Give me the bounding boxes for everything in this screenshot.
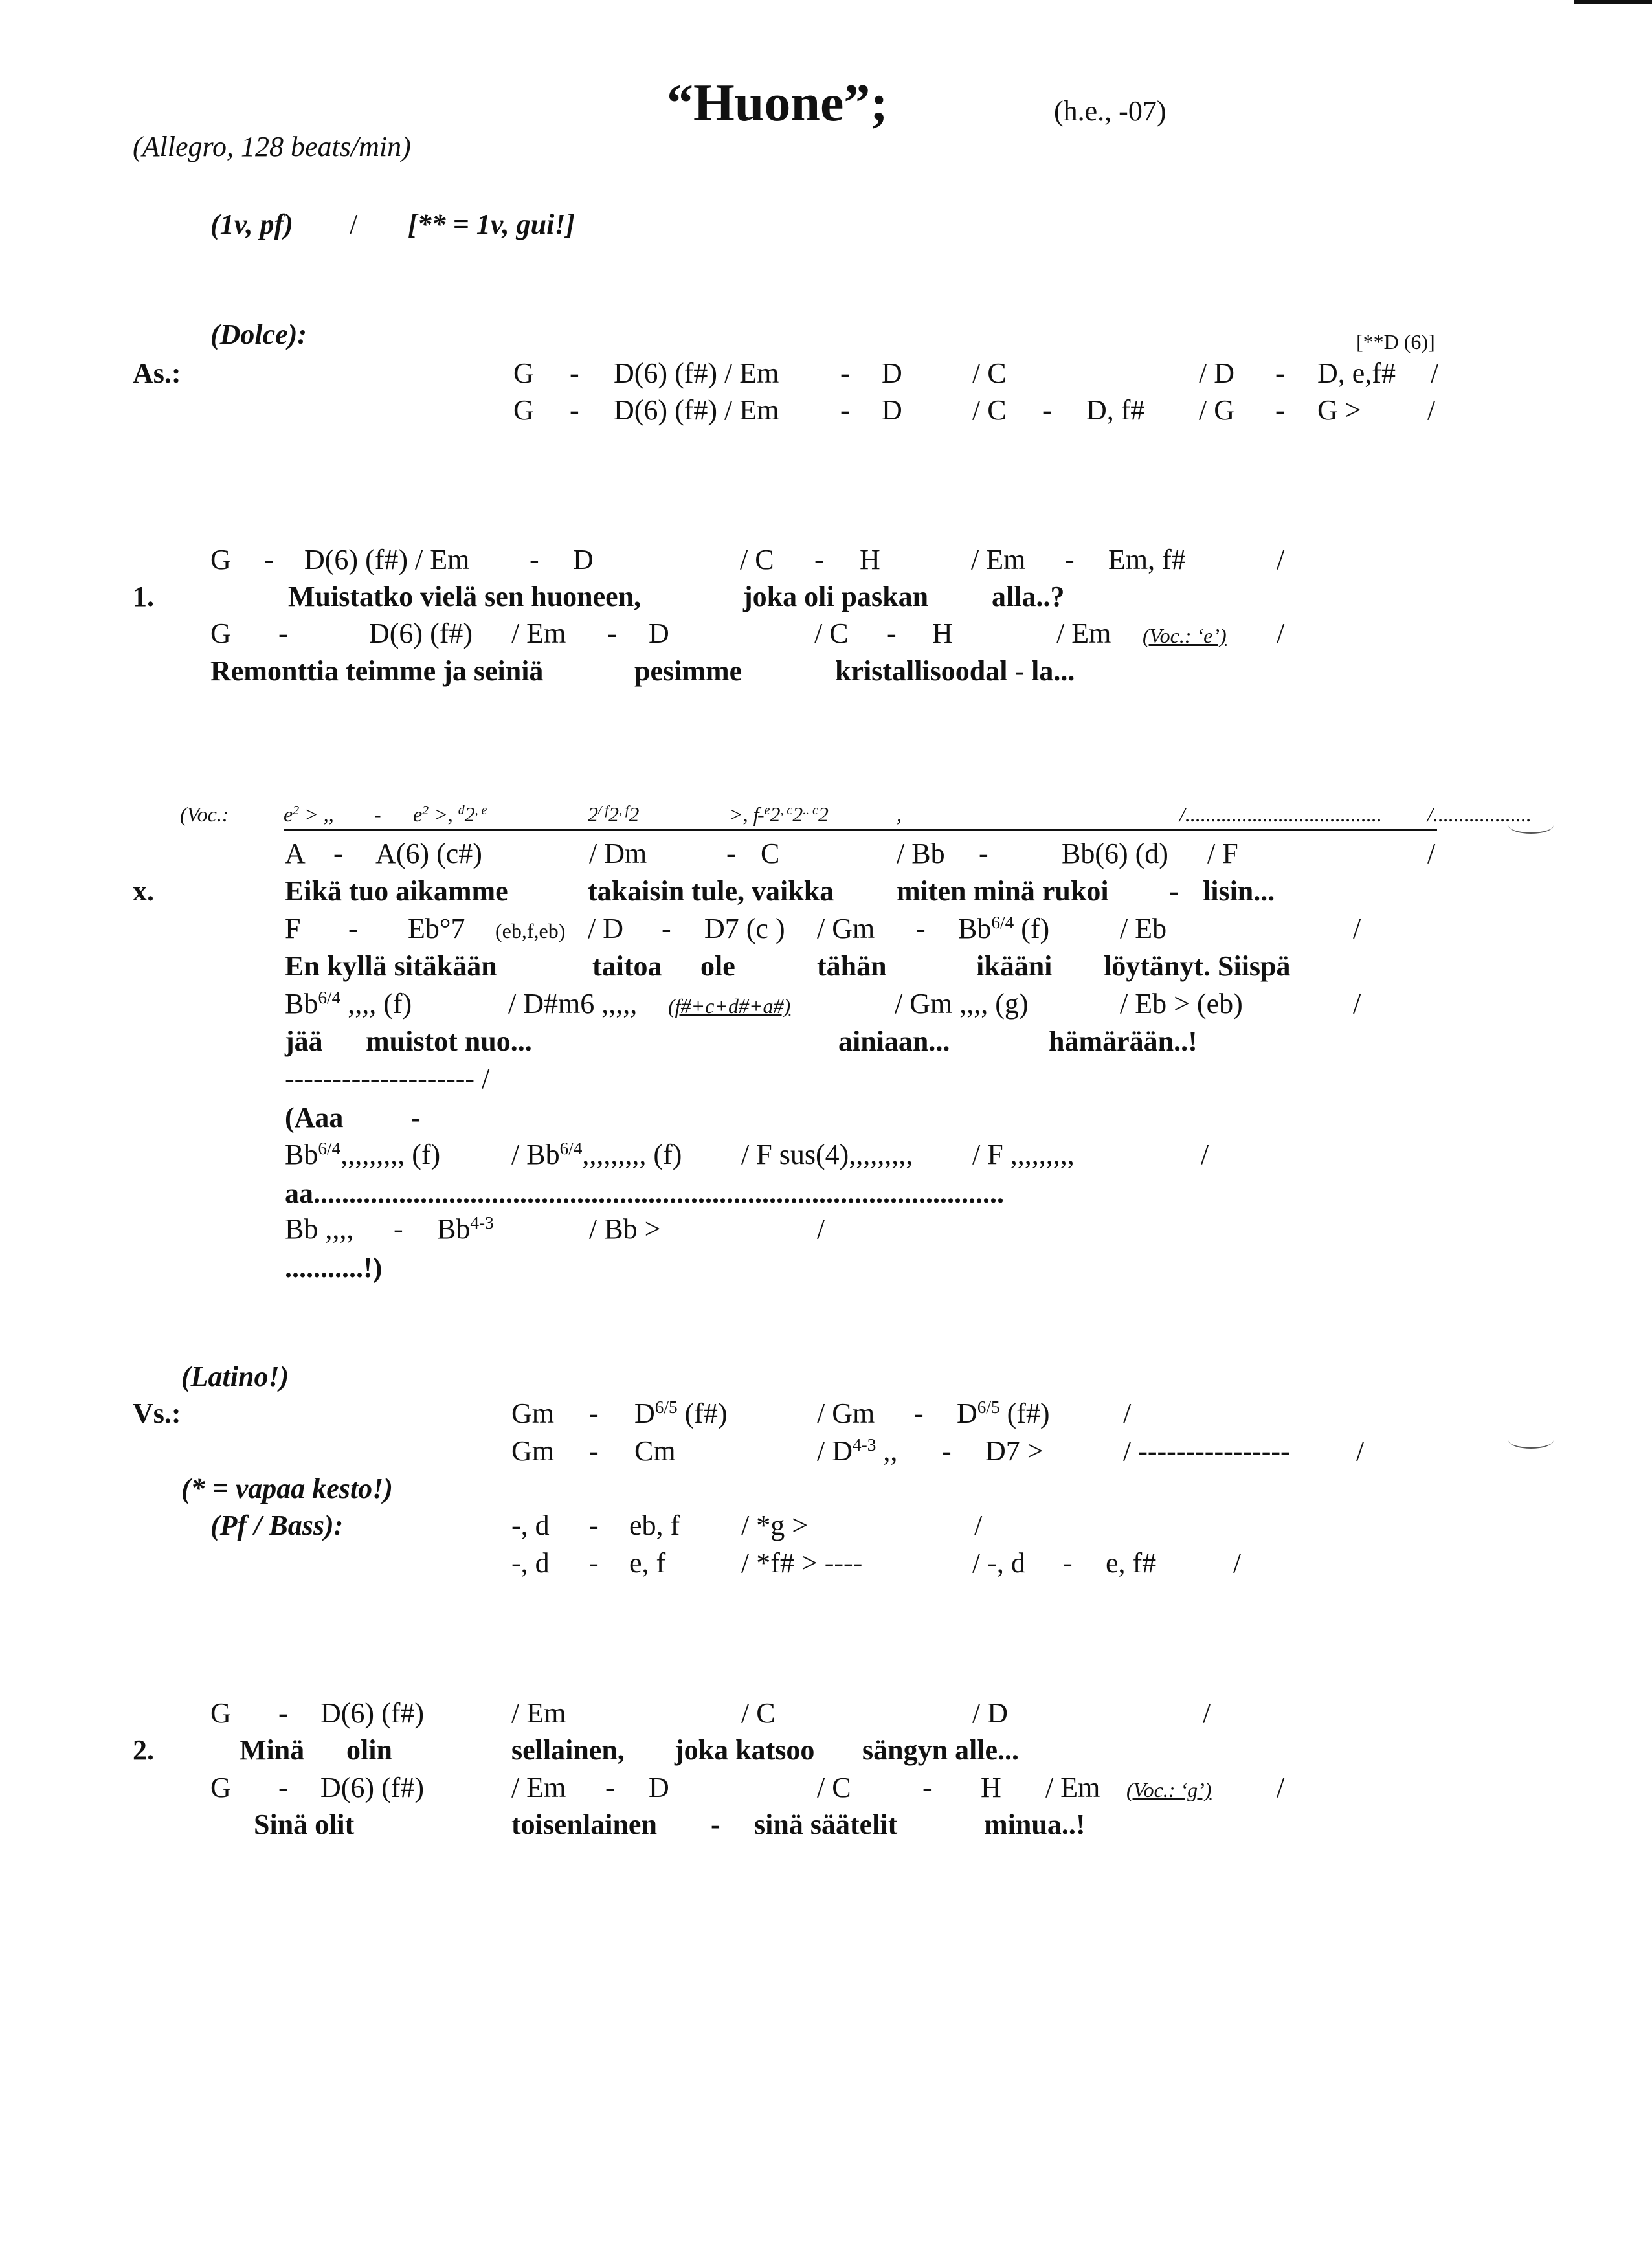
lyric: joka katsoo <box>675 1734 815 1766</box>
lyric: ikääni <box>976 950 1053 982</box>
chord-voicing: (eb,f,eb) <box>495 919 566 942</box>
vocal-note: (Voc.: ‘g’) <box>1126 1778 1212 1801</box>
dash: - <box>840 394 850 426</box>
page-corner-mark <box>1574 0 1652 13</box>
chord: / Gm ,,,, (g) <box>895 988 1029 1020</box>
lyric: ...........!) <box>285 1252 383 1284</box>
chord: / Em <box>511 618 566 649</box>
chord: $Bb^{6/4}$ (f) <box>958 913 1050 944</box>
chord: Gm <box>511 1398 554 1429</box>
vocal-dots: , <box>897 803 902 826</box>
chord: G <box>210 544 231 575</box>
chord: / Gm <box>817 1398 875 1429</box>
chord: $Bb^{6/4}$ ,,,, (f) <box>285 988 412 1020</box>
dash: >, f <box>724 803 759 826</box>
chord: / Eb <box>1120 913 1167 944</box>
chord: D <box>573 544 594 575</box>
chord: G > <box>1317 394 1361 426</box>
lyric: olin <box>346 1734 392 1766</box>
dash: - <box>570 357 579 389</box>
chord: D <box>649 618 669 649</box>
bass-note: / *g > <box>741 1510 809 1541</box>
dolce-marking: (Dolce): <box>210 318 307 350</box>
dash: - <box>264 544 274 575</box>
lyric: Minä <box>240 1734 305 1766</box>
chord: / G <box>1199 394 1234 426</box>
chord: D(6) (f#) <box>320 1697 425 1729</box>
dash: - <box>411 1102 421 1133</box>
lyric: Muistatko vielä sen huoneen, <box>288 581 642 612</box>
chord: / F <box>1207 838 1238 869</box>
chord: Bb$^{4-3}$ <box>437 1213 494 1245</box>
section-label-as: As.: <box>133 357 181 389</box>
dash: - <box>942 1435 952 1467</box>
dash: - <box>530 544 539 575</box>
lyric: Remonttia teimme ja seiniä <box>210 655 544 687</box>
lyric: joka oli paskan <box>743 581 929 612</box>
chord: / D <box>588 913 623 944</box>
dash: - <box>1063 1547 1073 1579</box>
chord: $D^{6/5}$ (f#) <box>634 1398 728 1429</box>
lyric: ole <box>700 950 735 982</box>
dash: - <box>814 544 824 575</box>
chord: D <box>882 357 902 389</box>
dash: - <box>711 1809 720 1840</box>
barline: / <box>1123 1398 1132 1429</box>
barline: / <box>1277 1772 1285 1803</box>
chord: / C <box>972 357 1007 389</box>
chord: / D <box>1199 357 1234 389</box>
chord: / Em <box>511 1772 566 1803</box>
chord: D(6) (f#) / Em <box>614 394 779 426</box>
lyric: pesimme <box>634 655 742 687</box>
dash: - <box>662 913 671 944</box>
dash: - <box>914 1398 924 1429</box>
chord: / Bb <box>897 838 945 869</box>
chord: D7 (c ) <box>704 913 785 944</box>
dash: - <box>840 357 850 389</box>
chord: H <box>932 618 953 649</box>
vocal-notes: $-^e2^{, c}2^{.. c}2$ <box>757 803 829 826</box>
dash: - <box>278 1697 288 1729</box>
chord: G <box>210 1697 231 1729</box>
dash: - <box>607 618 617 649</box>
chord: / D <box>972 1697 1008 1729</box>
chord: G <box>210 618 231 649</box>
lyric: kristallisoodal - la... <box>835 655 1075 687</box>
lyric: minua..! <box>984 1809 1086 1840</box>
bass-note: / -, d <box>972 1547 1025 1579</box>
dash: - <box>922 1772 932 1803</box>
chord: D7 > <box>985 1435 1044 1467</box>
chord: C <box>761 838 780 869</box>
dash: - <box>278 1772 288 1803</box>
dash: - <box>589 1547 599 1579</box>
chord: / ---------------- <box>1123 1435 1290 1467</box>
dash: - <box>916 913 926 944</box>
chord: D(6) (f#) <box>369 618 473 649</box>
lyric: jää <box>285 1025 323 1057</box>
dash: - <box>1275 394 1285 426</box>
barline: / <box>1277 618 1285 649</box>
chord: / Dm <box>589 838 647 869</box>
chord: / C <box>814 618 849 649</box>
chord: G <box>513 394 534 426</box>
margin-mark <box>1508 1432 1554 1449</box>
chord: / Em <box>511 1697 566 1729</box>
bass-note: / *f# > ---- <box>741 1547 863 1579</box>
lyric: (Aaa <box>285 1102 344 1133</box>
verse-number: 1. <box>133 581 154 612</box>
lyric: hämärään..! <box>1049 1025 1198 1057</box>
barline: / <box>1427 394 1436 426</box>
chord-voicing: (f#+c+d#+a#) <box>668 994 791 1018</box>
lyric: Sinä olit <box>254 1809 355 1840</box>
tempo-marking: (Allegro, 128 beats/min) <box>133 131 411 162</box>
lyric: Eikä tuo aikamme <box>285 875 508 907</box>
chord: D, f# <box>1086 394 1145 426</box>
vocal-underline <box>284 829 1437 831</box>
chord: G <box>210 1772 231 1803</box>
vocal-label: (Voc.: <box>180 803 229 826</box>
separator: / <box>350 208 358 240</box>
chord: Cm <box>634 1435 676 1467</box>
barline: / <box>1203 1697 1211 1729</box>
lyric: ainiaan... <box>838 1025 950 1057</box>
lyric: löytänyt. Siispä <box>1104 950 1291 982</box>
lyric: toisenlainen <box>511 1809 657 1840</box>
song-title: “Huone”; <box>667 73 888 132</box>
barline: / <box>1201 1139 1209 1170</box>
chord: A <box>285 838 306 869</box>
chord: / C <box>972 394 1007 426</box>
lyric: En kyllä sitäkään <box>285 950 497 982</box>
barline: / <box>1356 1435 1365 1467</box>
bass-note: e, f# <box>1106 1547 1157 1579</box>
bass-note: -, d <box>511 1510 550 1541</box>
chord: F <box>285 913 301 944</box>
chord: / F sus(4),,,,,,,,, <box>741 1139 913 1170</box>
barline: / <box>1233 1547 1242 1579</box>
lyric: alla..? <box>992 581 1065 612</box>
chord: / Bb > <box>589 1213 661 1245</box>
chord: A(6) (c#) <box>375 838 482 869</box>
barline: / <box>1427 838 1436 869</box>
chord: D, e,f# <box>1317 357 1396 389</box>
dash: - <box>979 838 988 869</box>
dash: - <box>605 1772 615 1803</box>
vocal-notes: $2^{/ f}2^{, f}2$ <box>588 803 640 826</box>
alt-instrumentation: [** = 1v, gui!] <box>408 208 575 240</box>
bass-marking: (Pf / Bass): <box>210 1510 344 1541</box>
chord: / C <box>740 544 774 575</box>
lyric: sängyn alle... <box>862 1734 1020 1766</box>
dash: - <box>589 1398 599 1429</box>
vocal-dots: /...................................... <box>1179 803 1382 826</box>
section-label-x: x. <box>133 875 154 907</box>
chord: Bb ,,,, <box>285 1213 354 1245</box>
lyric: lisin... <box>1203 875 1275 907</box>
chord: Em, f# <box>1108 544 1186 575</box>
chord: D <box>649 1772 669 1803</box>
chord: Gm <box>511 1435 554 1467</box>
free-duration-note: (* = vapaa kesto!) <box>181 1473 393 1504</box>
chord: / F ,,,,,,,,, <box>972 1139 1075 1170</box>
dash: - <box>570 394 579 426</box>
lyric: tähän <box>817 950 887 982</box>
lyric: muistot nuo... <box>366 1025 532 1057</box>
latino-marking: (Latino!) <box>181 1361 289 1392</box>
dash: - <box>887 618 897 649</box>
dash: - <box>589 1435 599 1467</box>
chord: / C <box>741 1697 776 1729</box>
lyric: miten minä rukoi <box>897 875 1109 907</box>
dash: - <box>1065 544 1075 575</box>
chord: H <box>860 544 880 575</box>
chord: / C <box>817 1772 851 1803</box>
dash: - <box>394 1213 403 1245</box>
dash: - <box>278 618 288 649</box>
lyric: aa................................................................................................. <box>285 1177 1004 1209</box>
guitar-note: [**D (6)] <box>1356 330 1435 353</box>
chord: D <box>882 394 902 426</box>
chord: / Em <box>1056 618 1111 649</box>
bass-note: e, f <box>629 1547 666 1579</box>
chord: / Eb > (eb) <box>1120 988 1243 1020</box>
chord: G <box>513 357 534 389</box>
barline: /................... <box>1427 803 1532 826</box>
chord: D(6) (f#) / Em <box>614 357 779 389</box>
barline: / <box>1353 988 1361 1020</box>
lyric: sinä säätelit <box>754 1809 898 1840</box>
chord: H <box>981 1772 1001 1803</box>
chord: $Bb^{6/4}$,,,,,,,,, (f) <box>285 1139 441 1170</box>
bass-note: -, d <box>511 1547 550 1579</box>
vocal-notes: $e^2$ > ,, <box>284 803 339 826</box>
dash: - <box>589 1510 599 1541</box>
chord: / Em <box>971 544 1026 575</box>
chord: / D#m6 ,,,,, <box>508 988 638 1020</box>
barline: / <box>1353 913 1361 944</box>
dash-line: -------------------- / <box>285 1063 490 1095</box>
instrumentation: (1v, pf) <box>210 208 293 240</box>
dash: - <box>1042 394 1052 426</box>
bass-note: eb, f <box>629 1510 680 1541</box>
dash: - <box>1275 357 1285 389</box>
chord: / Gm <box>817 913 875 944</box>
dash: - <box>726 838 736 869</box>
dash: - <box>1169 875 1179 907</box>
dash: - <box>333 838 343 869</box>
lyric: taitoa <box>592 950 662 982</box>
chord: / $D^{4-3}$ ,, <box>817 1435 898 1467</box>
verse-number: 2. <box>133 1734 154 1766</box>
dash: - <box>374 803 381 826</box>
barline: / <box>1277 544 1285 575</box>
barline: / <box>817 1213 825 1245</box>
vocal-notes: $e^2$ >, $^d2^{, e}$ <box>413 803 487 826</box>
chord: / $Bb^{6/4}$,,,,,,,,, (f) <box>511 1139 682 1170</box>
author-credit: (h.e., -07) <box>1054 95 1166 127</box>
chord: D(6) (f#) <box>320 1772 425 1803</box>
chord: D(6) (f#) / Em <box>304 544 470 575</box>
chord: Eb°7 <box>408 913 465 944</box>
section-label-vs: Vs.: <box>133 1398 181 1429</box>
chord: Bb(6) (d) <box>1062 838 1168 869</box>
dash: - <box>348 913 358 944</box>
vocal-note: (Voc.: ‘e’) <box>1143 624 1227 647</box>
barline: / <box>1431 357 1439 389</box>
chord: $D^{6/5}$ (f#) <box>957 1398 1050 1429</box>
chord: / Em <box>1045 1772 1100 1803</box>
barline: / <box>974 1510 983 1541</box>
lyric: takaisin tule, vaikka <box>588 875 834 907</box>
lyric: sellainen, <box>511 1734 625 1766</box>
